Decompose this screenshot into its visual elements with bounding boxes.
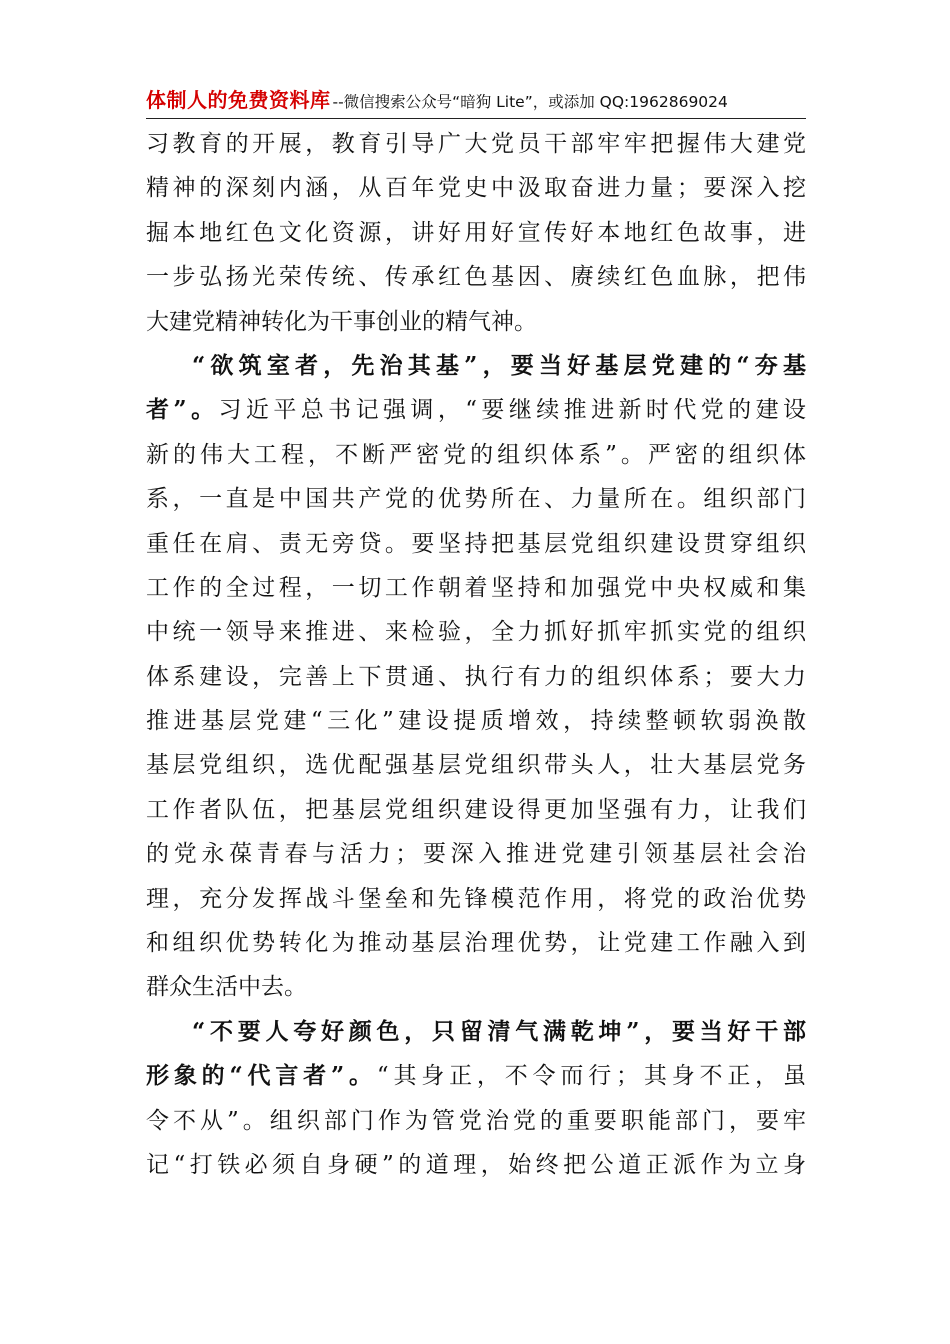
- section-heading: 形象的“代言者”。: [146, 1062, 377, 1090]
- body-line: 精神的深刻内涵，从百年党史中汲取奋进力量；要深入挖: [146, 175, 806, 202]
- section-heading: “欲筑室者，先治其基”，要当好基层党建的“夯基: [192, 351, 806, 379]
- body-line: 和组织优势转化为推动基层治理优势，让党建工作融入到: [146, 930, 806, 957]
- section-heading-line: 形象的“代言者”。“其身正，不令而行；其身不正，虽: [146, 1062, 806, 1090]
- section-heading-line: [146, 344, 806, 388]
- header-tagline: --微信搜索公众号“暗狗 Lite”，或添加 QQ:1962869024: [332, 93, 728, 111]
- body-line: 群众生活中去。: [146, 974, 307, 1001]
- section-heading: “不要人夸好颜色，只留清气满乾坤”，要当好干部: [192, 1017, 806, 1045]
- body-line: 掘本地红色文化资源，讲好用好宣传好本地红色故事，进: [146, 219, 806, 246]
- body-line: 令不从”。组织部门作为管党治党的重要职能部门，要牢: [146, 1107, 806, 1134]
- body-line: 工作的全过程，一切工作朝着坚持和加强党中央权威和集: [146, 574, 806, 601]
- body-line: 一步弘扬光荣传统、传承红色基因、赓续红色血脉，把伟: [146, 264, 806, 291]
- body-line: 体系建设，完善上下贯通、执行有力的组织体系；要大力: [146, 663, 806, 690]
- body-line: 系，一直是中国共产党的优势所在、力量所在。组织部门: [146, 486, 806, 513]
- body-line: 新的伟大工程，不断严密党的组织体系”。严密的组织体: [146, 441, 806, 468]
- page-header: [146, 84, 806, 119]
- body-line: 习教育的开展，教育引导广大党员干部牢牢把握伟大建党: [146, 131, 806, 157]
- body-line: 的党永葆青春与活力；要深入推进党建引领基层社会治: [146, 841, 806, 868]
- body-line: 中统一领导来推进、来检验，全力抓好抓牢抓实党的组织: [146, 619, 806, 646]
- body-line: 推进基层党建“三化”建设提质增效，持续整顿软弱涣散: [146, 708, 806, 735]
- body-line: 工作者队伍，把基层党组织建设得更加坚强有力，让我们: [146, 796, 806, 823]
- body-line: 重任在肩、责无旁贷。要坚持把基层党组织建设贯穿组织: [146, 530, 806, 557]
- section-heading-line: [146, 1010, 806, 1054]
- body-line: 记“打铁必须自身硬”的道理，始终把公道正派作为立身: [146, 1151, 806, 1178]
- header-brand: 体制人的免费资料库: [146, 88, 331, 112]
- document-body: [146, 122, 806, 1187]
- body-line: 大建党精神转化为干事创业的精气神。: [146, 308, 537, 335]
- section-heading: 者”。: [146, 396, 219, 424]
- body-line: 基层党组织，选优配强基层党组织带头人，壮大基层党务: [146, 752, 806, 779]
- section-heading-line: 者”。习近平总书记强调，“要继续推进新时代党的建设: [146, 396, 806, 424]
- body-line: 理，充分发挥战斗堡垒和先锋模范作用，将党的政治优势: [146, 885, 806, 912]
